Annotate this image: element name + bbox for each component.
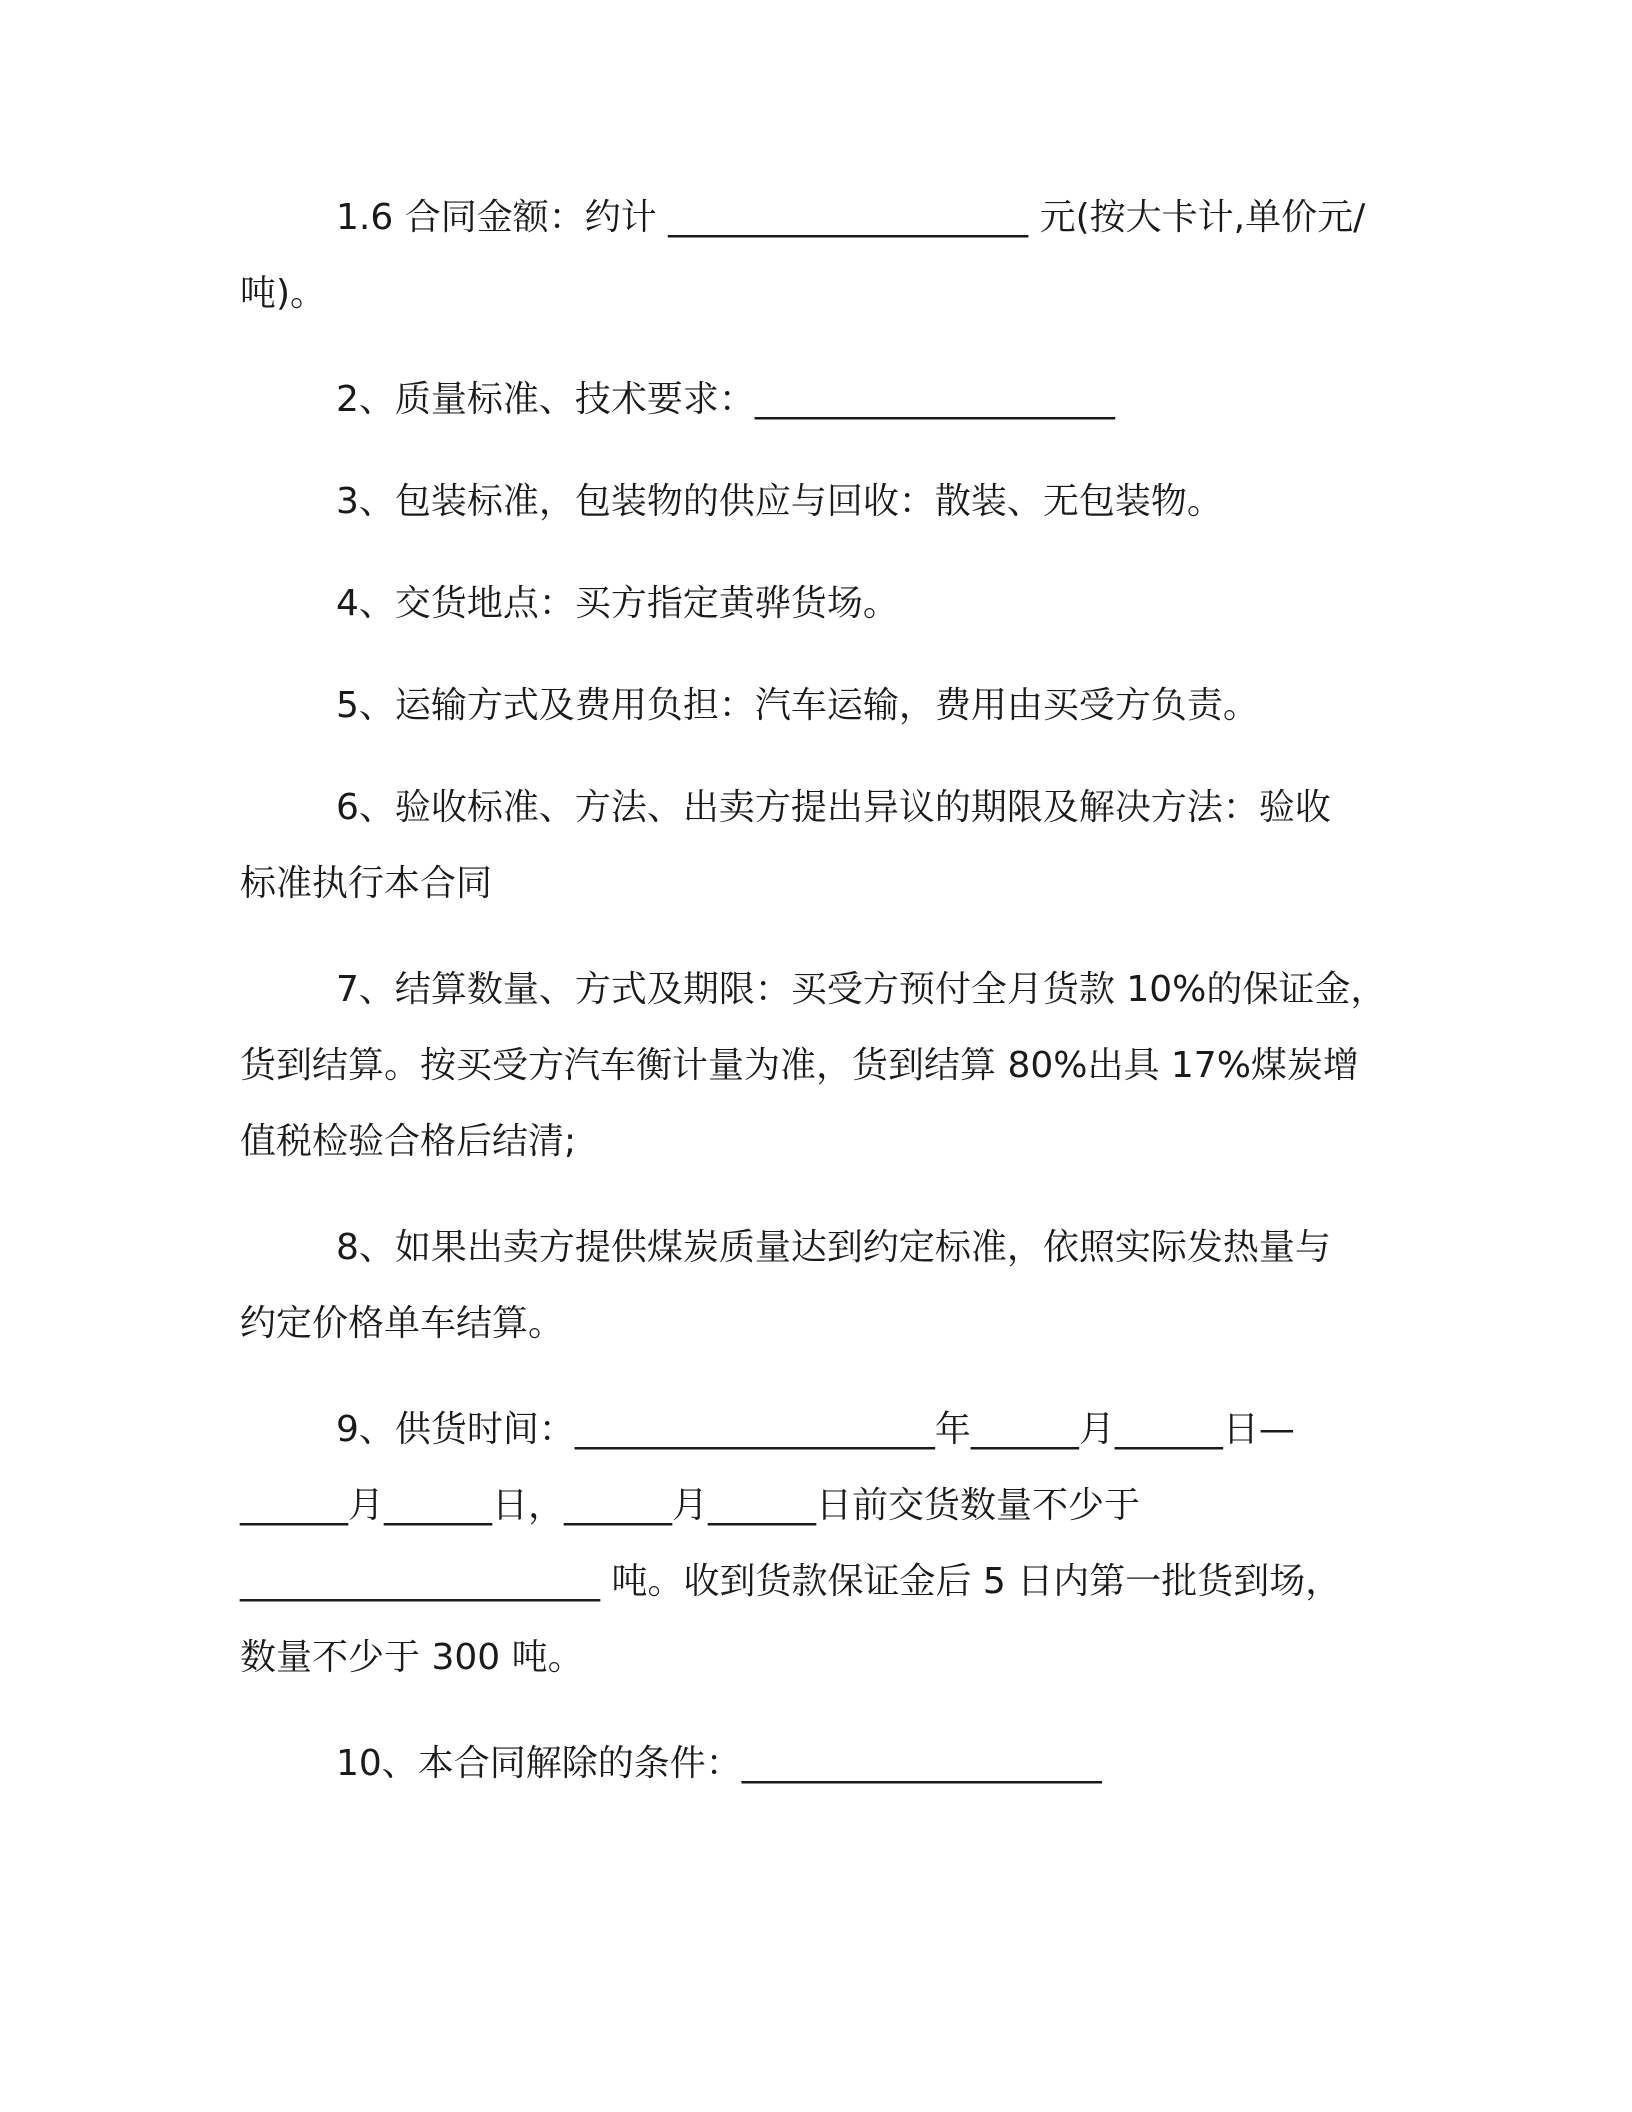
paragraph-line: 4、交货地点：买方指定黄骅货场。: [336, 583, 899, 624]
paragraph-line: 1.6 合同金额：约计 ____________________ 元(按大卡计,单价元/: [336, 197, 1366, 238]
paragraph-line: 10、本合同解除的条件：____________________: [336, 1743, 1102, 1784]
paragraph-acceptance: [240, 770, 1400, 922]
paragraph-packaging: [240, 464, 1400, 540]
paragraph-line: 6、验收标准、方法、出卖方提出异议的期限及解决方法：验收: [336, 787, 1331, 828]
paragraph-line: 3、包装标准，包装物的供应与回收：散装、无包装物。: [336, 481, 1223, 522]
paragraph-supply-time: [240, 1392, 1400, 1696]
paragraph-line: 2、质量标准、技术要求：____________________: [336, 379, 1115, 420]
paragraph-quality-settlement: [240, 1210, 1400, 1362]
paragraph-line: 数量不少于 300 吨。: [240, 1637, 584, 1678]
paragraph-delivery-location: [240, 566, 1400, 642]
paragraph-line: 8、如果出卖方提供煤炭质量达到约定标准，依照实际发热量与: [336, 1227, 1331, 1268]
paragraph-line: 标准执行本合同: [240, 863, 493, 904]
paragraph-line: 5、运输方式及费用负担：汽车运输，费用由买受方负责。: [336, 685, 1259, 726]
paragraph-line: 9、供货时间：____________________年______月______日—: [336, 1409, 1295, 1450]
paragraph-line: 值税检验合格后结清;: [240, 1121, 577, 1162]
paragraph-transport: [240, 668, 1400, 744]
paragraph-line: ____________________ 吨。收到货款保证金后 5 日内第一批货到场，: [240, 1561, 1342, 1602]
paragraph-line: 吨)。: [240, 273, 327, 314]
paragraph-contract-amount: [240, 180, 1400, 332]
paragraph-line: 货到结算。按买受方汽车衡计量为准，货到结算 80%出具 17%煤炭增: [240, 1045, 1359, 1086]
paragraph-line: 7、结算数量、方式及期限：买受方预付全月货款 10%的保证金，: [336, 969, 1387, 1010]
paragraph-line: ______月______日，______月______日前交货数量不少于: [240, 1485, 1141, 1526]
paragraph-termination: [240, 1726, 1400, 1802]
paragraph-quality-standard: [240, 362, 1400, 438]
paragraph-settlement: [240, 952, 1400, 1180]
paragraph-line: 约定价格单车结算。: [240, 1303, 565, 1344]
